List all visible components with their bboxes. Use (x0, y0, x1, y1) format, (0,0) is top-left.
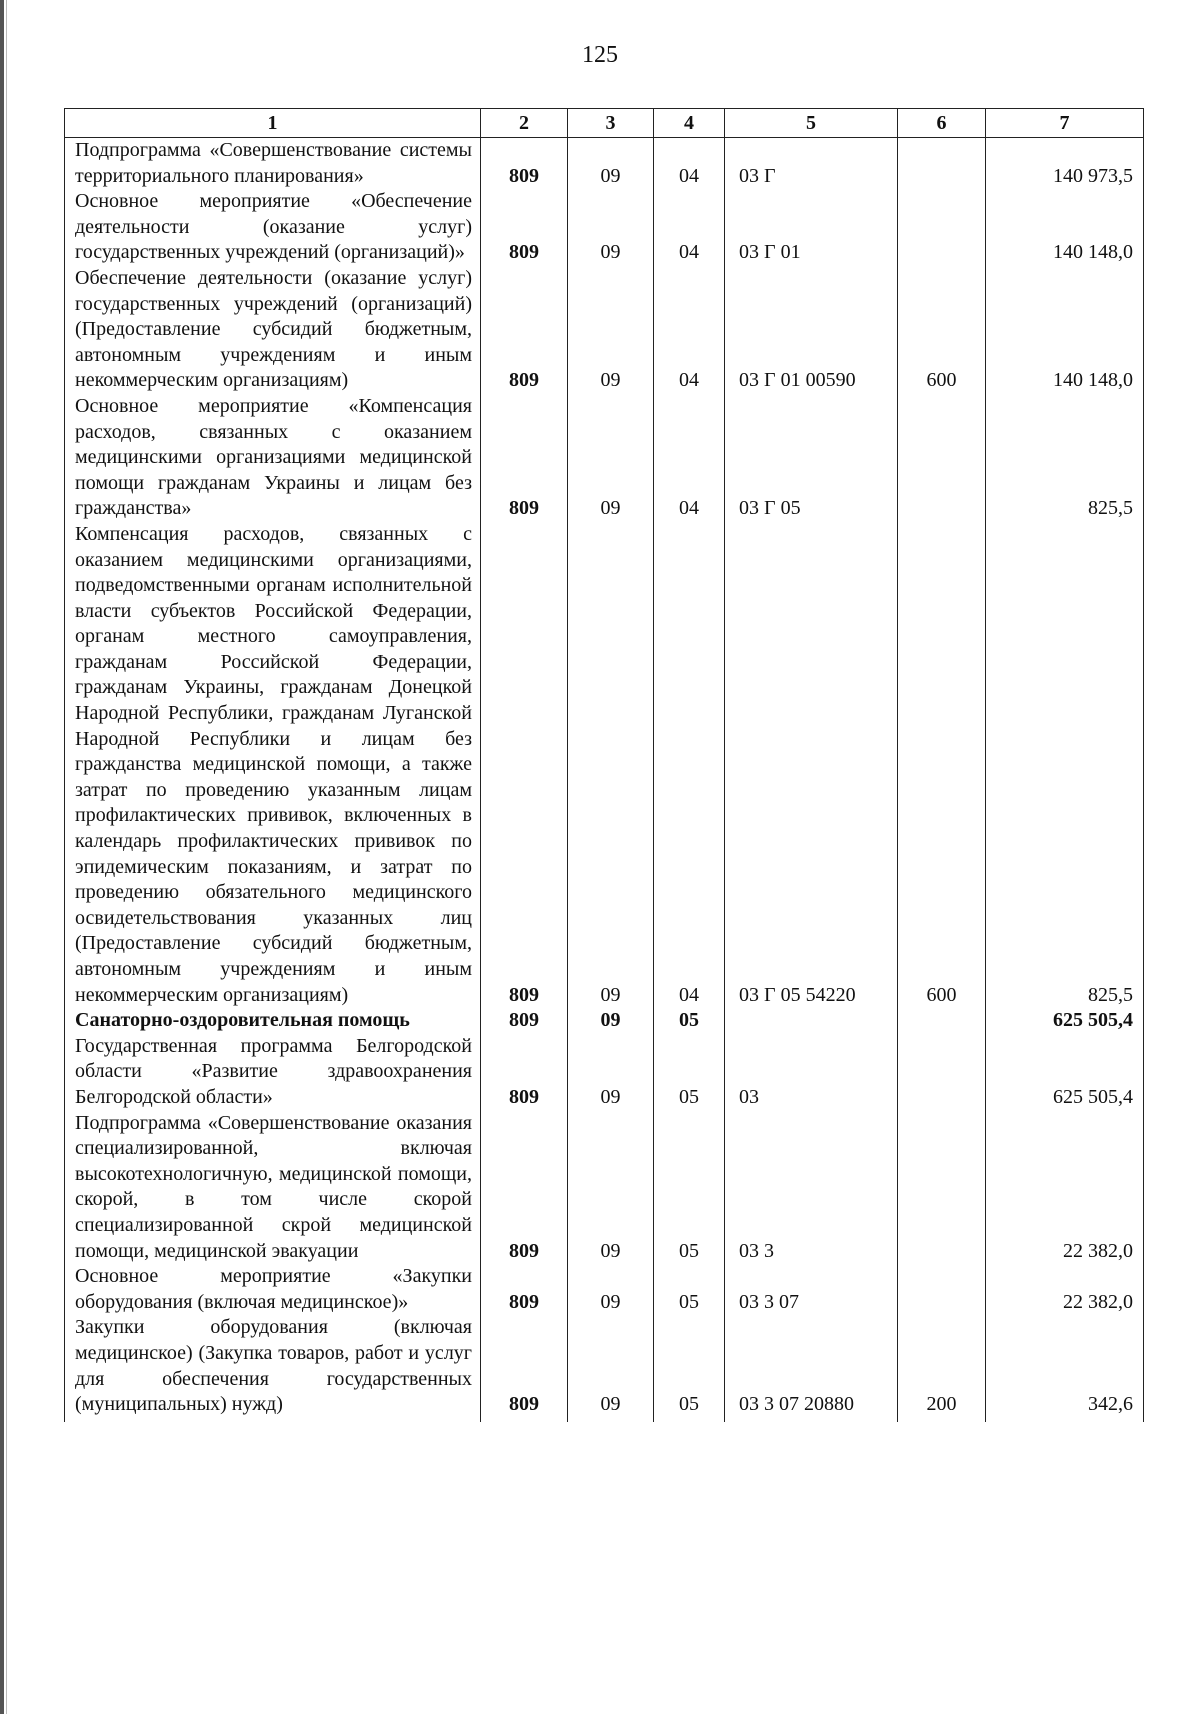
row-target-article: 03 3 07 20880 (725, 1315, 898, 1417)
header-col-5: 5 (725, 109, 898, 138)
row-name: Компенсация расходов, связанных с оказанием медицинскими организациями, подведомственными органам исполнительной власти субъектов Российской Федерации, органам местного самоуправления, гражданам Российской Федерации, гражданам Украины, гражданам Донецкой Народной Республики, гражданам Луганской Народной Республики и лицам без гражданства медицинской помощи, а также затрат по проведению указанным лицам профилактических прививок, включенных в календарь профилактических прививок по эпидемическим показаниям, и затрат по проведению обязательного медицинского освидетельствования указанных лиц (Предоставление субсидий бюджетным, автономным учреждениям и иным некоммерческим организациям) (65, 522, 481, 1008)
row-subsection-code: 05 (654, 1008, 725, 1034)
row-section-code: 09 (568, 1034, 654, 1111)
row-section-code: 09 (568, 138, 654, 190)
table-row (65, 1034, 1144, 1111)
row-amount: 22 382,0 (986, 1111, 1144, 1265)
row-ved-code: 809 (481, 522, 568, 1008)
row-name: Закупки оборудования (включая медицинское) (Закупка товаров, работ и услуг для обеспечения государственных (муниципальных) нужд) (65, 1315, 481, 1417)
row-ved-code: 809 (481, 1315, 568, 1417)
row-subsection-code: 05 (654, 1034, 725, 1111)
table-row (65, 266, 1144, 394)
row-section-code: 09 (568, 1008, 654, 1034)
row-target-article: 03 3 07 (725, 1264, 898, 1315)
row-expense-type: 600 (898, 266, 986, 394)
row-target-article: 03 Г 01 00590 (725, 266, 898, 394)
row-name: Основное мероприятие «Компенсация расходов, связанных с оказанием медицинскими организациями медицинской помощи гражданам Украины и лицам без гражданства» (65, 394, 481, 522)
row-amount: 22 382,0 (986, 1264, 1144, 1315)
row-target-article (725, 1008, 898, 1034)
row-section-code: 09 (568, 266, 654, 394)
row-expense-type (898, 394, 986, 522)
spacer-cell (568, 1418, 654, 1422)
row-expense-type (898, 189, 986, 266)
scan-edge-line (6, 0, 7, 1714)
row-ved-code: 809 (481, 1264, 568, 1315)
row-ved-code: 809 (481, 1008, 568, 1034)
row-amount: 140 148,0 (986, 266, 1144, 394)
row-name: Основное мероприятие «Закупки оборудования (включая медицинское)» (65, 1264, 481, 1315)
row-name: Санаторно-оздоровительная помощь (65, 1008, 481, 1034)
table-row (65, 1264, 1144, 1315)
spacer-cell (986, 1418, 1144, 1422)
row-ved-code: 809 (481, 1111, 568, 1265)
row-section-code: 09 (568, 1264, 654, 1315)
row-target-article: 03 Г (725, 138, 898, 190)
row-target-article: 03 (725, 1034, 898, 1111)
table-end-spacer (65, 1418, 1144, 1422)
spacer-cell (898, 1418, 986, 1422)
row-target-article: 03 Г 01 (725, 189, 898, 266)
row-name: Подпрограмма «Совершенствование системы территориального планирования» (65, 138, 481, 190)
row-name: Обеспечение деятельности (оказание услуг) государственных учреждений (организаций) (Предоставление субсидий бюджетным, автономным учреждениям и иным некоммерческим организациям) (65, 266, 481, 394)
row-ved-code: 809 (481, 394, 568, 522)
row-expense-type (898, 1111, 986, 1265)
row-subsection-code: 05 (654, 1111, 725, 1265)
spacer-cell (65, 1418, 481, 1422)
row-ved-code: 809 (481, 266, 568, 394)
row-subsection-code: 04 (654, 189, 725, 266)
row-amount: 825,5 (986, 394, 1144, 522)
row-expense-type (898, 1008, 986, 1034)
row-subsection-code: 05 (654, 1264, 725, 1315)
row-expense-type (898, 138, 986, 190)
row-ved-code: 809 (481, 138, 568, 190)
table-row (65, 1111, 1144, 1265)
row-section-code: 09 (568, 394, 654, 522)
spacer-cell (725, 1418, 898, 1422)
spacer-cell (481, 1418, 568, 1422)
row-subsection-code: 04 (654, 522, 725, 1008)
page-number: 125 (582, 42, 618, 68)
row-expense-type: 600 (898, 522, 986, 1008)
scan-edge (0, 0, 4, 1714)
row-amount: 140 148,0 (986, 189, 1144, 266)
row-expense-type (898, 1264, 986, 1315)
row-section-code: 09 (568, 1315, 654, 1417)
header-col-6: 6 (898, 109, 986, 138)
table-row (65, 394, 1144, 522)
row-subsection-code: 04 (654, 394, 725, 522)
budget-table (64, 108, 1144, 1422)
row-ved-code: 809 (481, 189, 568, 266)
table-row (65, 1008, 1144, 1034)
row-target-article: 03 3 (725, 1111, 898, 1265)
table-row (65, 522, 1144, 1008)
table-body (65, 138, 1144, 1422)
row-name: Подпрограмма «Совершенствование оказания специализированной, включая высокотехнологичную, медицинской помощи, скорой, в том числе скорой специализированной скрой медицинской помощи, медицинской эвакуации (65, 1111, 481, 1265)
row-ved-code: 809 (481, 1034, 568, 1111)
table-row (65, 1315, 1144, 1417)
table-row (65, 189, 1144, 266)
table-header (65, 109, 1144, 138)
header-row (65, 109, 1144, 138)
row-target-article: 03 Г 05 54220 (725, 522, 898, 1008)
row-target-article: 03 Г 05 (725, 394, 898, 522)
row-name: Основное мероприятие «Обеспечение деятельности (оказание услуг) государственных учреждений (организаций)» (65, 189, 481, 266)
row-section-code: 09 (568, 1111, 654, 1265)
row-amount: 342,6 (986, 1315, 1144, 1417)
row-section-code: 09 (568, 189, 654, 266)
row-amount: 625 505,4 (986, 1008, 1144, 1034)
row-amount: 625 505,4 (986, 1034, 1144, 1111)
row-subsection-code: 04 (654, 138, 725, 190)
header-col-3: 3 (568, 109, 654, 138)
header-col-7: 7 (986, 109, 1144, 138)
row-amount: 825,5 (986, 522, 1144, 1008)
row-subsection-code: 05 (654, 1315, 725, 1417)
header-col-4: 4 (654, 109, 725, 138)
table-row (65, 138, 1144, 190)
row-expense-type (898, 1034, 986, 1111)
spacer-cell (654, 1418, 725, 1422)
header-col-2: 2 (481, 109, 568, 138)
row-amount: 140 973,5 (986, 138, 1144, 190)
row-section-code: 09 (568, 522, 654, 1008)
row-name: Государственная программа Белгородской области «Развитие здравоохранения Белгородской области» (65, 1034, 481, 1111)
row-expense-type: 200 (898, 1315, 986, 1417)
row-subsection-code: 04 (654, 266, 725, 394)
header-col-1: 1 (65, 109, 481, 138)
